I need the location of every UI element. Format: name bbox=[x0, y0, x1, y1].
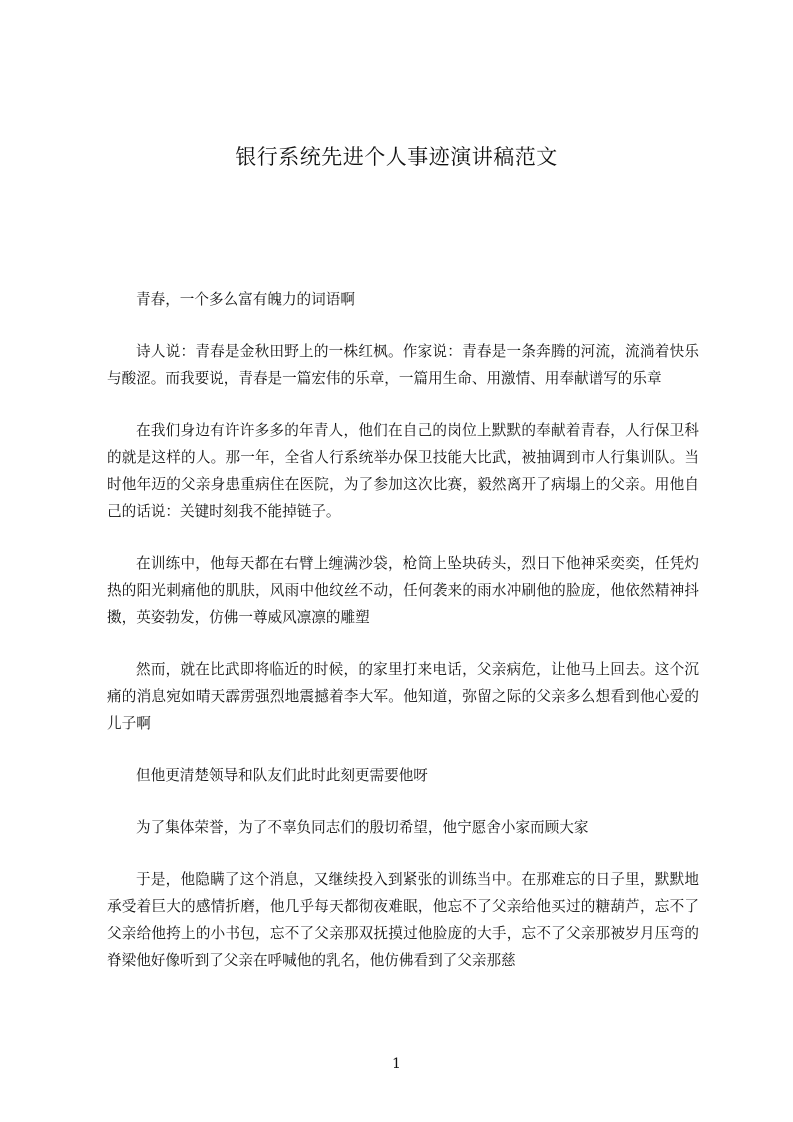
document-body bbox=[107, 286, 699, 999]
paragraph-1: 青春，一个多么富有魄力的词语啊 bbox=[136, 291, 355, 308]
paragraph-7: 为了集体荣誉，为了不辜负同志们的殷切希望，他宁愿舍小家而顾大家 bbox=[136, 819, 589, 836]
paragraph-2: 诗人说：青春是金秋田野上的一株红枫。作家说：青春是一条奔腾的河流，流淌着快乐与酸涩。而我要说，青春是一篇宏伟的乐章，一篇用生命、用激情、用奉献谱写的乐章 bbox=[107, 343, 699, 387]
document-title: 银行系统先进个人事迹演讲稿范文 bbox=[235, 145, 558, 169]
paragraph-3: 在我们身边有许许多多的年青人，他们在自己的岗位上默默的奉献着青春，人行保卫科的就是这样的人。那一年，全省人行系统举办保卫技能大比武，被抽调到市人行集训队。当时他年迈的父亲身患重病住在医院，为了参加这次比赛，毅然离开了病塌上的父亲。用他自己的话说：关键时刻我不能掉链子。 bbox=[107, 422, 699, 520]
paragraph-4: 在训练中，他每天都在右臂上缠满沙袋，枪筒上坠块砖头，烈日下他神采奕奕，任凭灼热的阳光刺痛他的肌肤，风雨中他纹丝不动，任何袭来的雨水冲刷他的脸庞，他依然精神抖擞，英姿勃发，仿佛一尊威风凛凛的雕塑 bbox=[107, 555, 699, 626]
paragraph-5: 然而，就在比武即将临近的时候，的家里打来电话，父亲病危，让他马上回去。这个沉痛的消息宛如晴天霹雳强烈地震撼着李大军。他知道，弥留之际的父亲多么想看到他心爱的儿子啊 bbox=[107, 661, 699, 732]
page-number: 1 bbox=[392, 1056, 401, 1072]
paragraph-6: 但他更清楚领导和队友们此时此刻更需要他呀 bbox=[136, 767, 428, 784]
paragraph-8: 于是，他隐瞒了这个消息，又继续投入到紧张的训练当中。在那难忘的日子里，默默地承受着巨大的感情折磨，他几乎每天都彻夜难眠，他忘不了父亲给他买过的糖葫芦，忘不了父亲给他挎上的小书包，忘不了父亲那双抚摸过他脸庞的大手，忘不了父亲那被岁月压弯的脊梁他好像听到了父亲在呼喊他的乳名，他仿佛看到了父亲那慈 bbox=[107, 871, 699, 969]
